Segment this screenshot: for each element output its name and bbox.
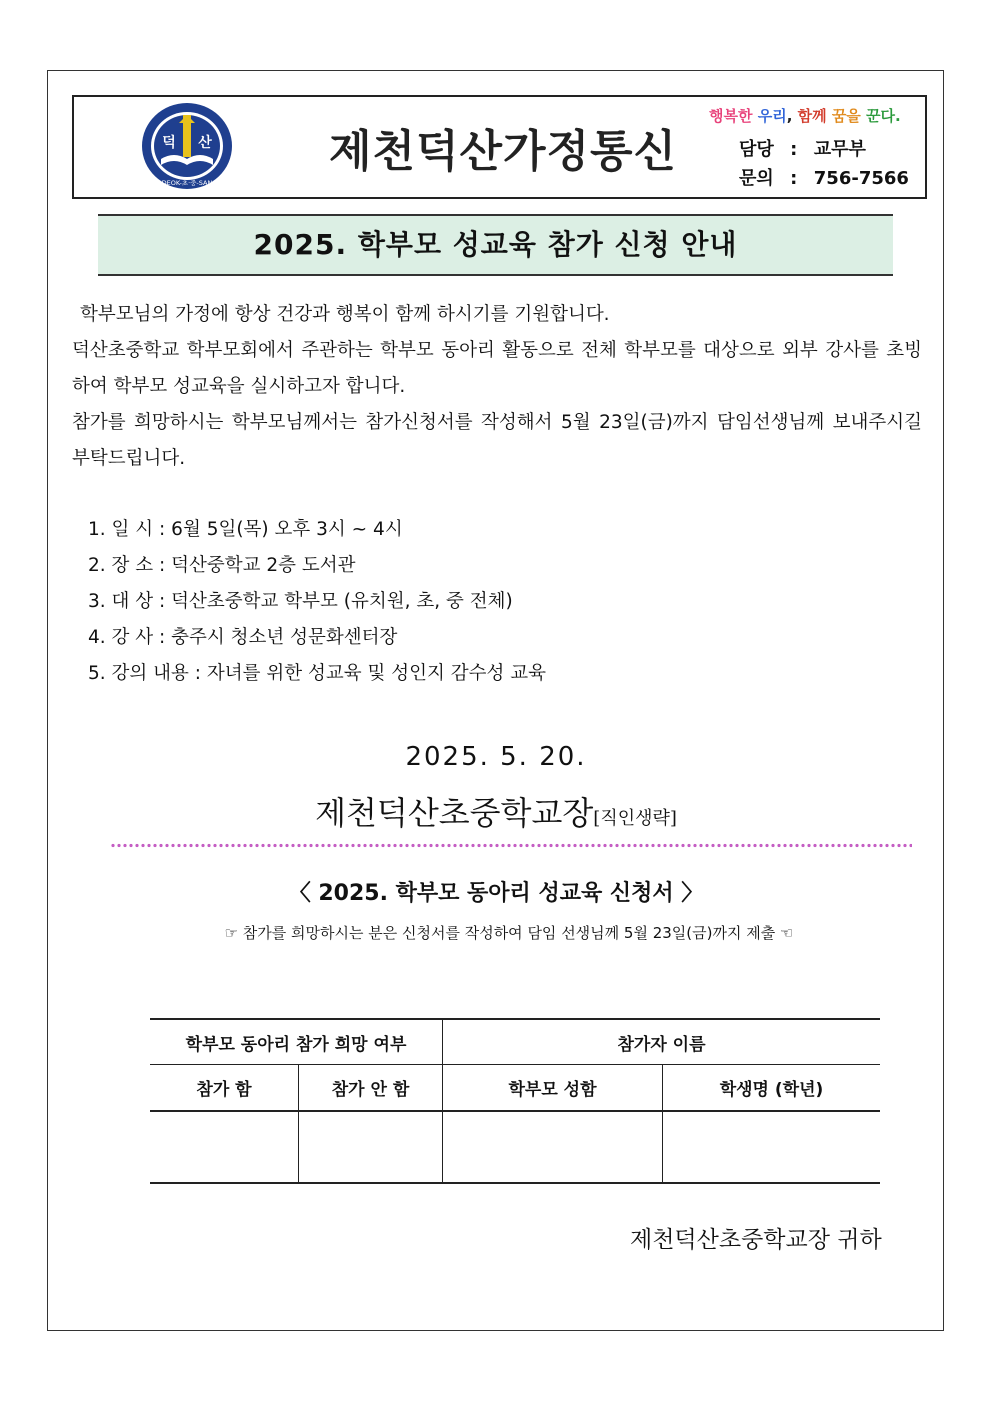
col-participate-no: 참가 안 함 <box>299 1065 443 1112</box>
form-title: 〈 2025. 학부모 동아리 성교육 신청서 〉 <box>288 881 704 906</box>
slogan-part: , <box>786 107 798 125</box>
detail-value: 충주시 청소년 성문화센터장 <box>171 627 398 648</box>
detail-label: 4. 강 사 : <box>88 627 166 648</box>
cell-student-name[interactable] <box>663 1111 881 1183</box>
charge-label: 담당 <box>739 139 774 160</box>
contact-inquiry-row <box>739 164 909 193</box>
detail-value: 자녀를 위한 성교육 및 성인지 감수성 교육 <box>206 663 546 684</box>
newsletter-title: 제천덕산가정통신 <box>329 126 678 177</box>
contact-charge-row <box>739 135 909 164</box>
col-student-name: 학생명 (학년) <box>663 1065 881 1112</box>
inquiry-separator: : <box>790 168 798 189</box>
detail-label: 3. 대 상 : <box>88 591 166 612</box>
table-subheader-row <box>150 1065 880 1112</box>
form-instruction: ☞ 참가를 희망하시는 분은 신청서를 작성하여 담임 선생님께 5월 23일(금)까지 제출 ☜ <box>224 924 794 942</box>
detail-label: 5. 강의 내용 : <box>88 663 202 684</box>
notice-title: 2025. 학부모 성교육 참가 신청 안내 <box>253 228 738 261</box>
col-parent-name: 학부모 성함 <box>443 1065 663 1112</box>
slogan-part: 함께 <box>797 107 827 125</box>
cell-participate-no[interactable] <box>299 1111 443 1183</box>
cut-line-divider <box>110 843 912 848</box>
inquiry-value: 756-7566 <box>813 168 909 189</box>
participation-group-header: 학부모 동아리 참가 희망 여부 <box>150 1019 443 1065</box>
notice-body <box>72 297 922 477</box>
school-logo <box>139 101 235 191</box>
participant-name-group-header: 참가자 이름 <box>443 1019 881 1065</box>
table-row <box>150 1111 880 1183</box>
newsletter-header <box>72 95 927 199</box>
detail-value: 덕산중학교 2층 도서관 <box>171 555 356 576</box>
detail-value: 6월 5일(목) 오후 3시 ~ 4시 <box>171 519 403 540</box>
slogan-part: 꿈을 <box>826 107 861 125</box>
cell-participate-yes[interactable] <box>150 1111 299 1183</box>
inquiry-label: 문의 <box>739 168 774 189</box>
detail-row <box>88 512 546 548</box>
principal-signature <box>0 788 992 834</box>
detail-row <box>88 548 546 584</box>
logo-ring-text: DEOK-초·중-SAN <box>161 179 213 187</box>
seal-note: [직인생략] <box>593 808 677 829</box>
contact-info <box>739 135 909 193</box>
form-closing: 제천덕산초중학교장 귀하 <box>630 1227 882 1253</box>
detail-row <box>88 584 546 620</box>
col-participate-yes: 참가 함 <box>150 1065 299 1112</box>
issue-date: 2025. 5. 20. <box>405 742 587 772</box>
logo-char-right: 산 <box>198 135 212 151</box>
greeting: 학부모님의 가정에 항상 건강과 행복이 함께 하시기를 기원합니다. <box>80 304 610 325</box>
detail-value: 덕산초중학교 학부모 (유치원, 초, 중 전체) <box>171 591 513 612</box>
slogan-part: 꾼다. <box>860 107 901 125</box>
detail-row <box>88 656 546 692</box>
principal-name: 제천덕산초중학교장 <box>315 794 594 832</box>
detail-label: 1. 일 시 : <box>88 519 166 540</box>
body-paragraph-1: 덕산초중학교 학부모회에서 주관하는 학부모 동아리 활동으로 전체 학부모를 대상으로 외부 강사를 초빙하여 학부모 성교육을 실시하고자 합니다. <box>72 340 922 397</box>
table-header-row <box>150 1019 880 1065</box>
notice-title-bar <box>98 214 893 276</box>
slogan <box>709 105 901 126</box>
application-table <box>150 1018 880 1184</box>
slogan-part: 우리 <box>752 107 787 125</box>
logo-char-left: 덕 <box>162 135 176 151</box>
detail-row <box>88 620 546 656</box>
body-paragraph-2: 참가를 희망하시는 학부모님께서는 참가신청서를 작성해서 5월 23일(금)까지 담임선생님께 보내주시길 부탁드립니다. <box>72 412 922 469</box>
slogan-part: 행복한 <box>709 107 753 125</box>
cell-parent-name[interactable] <box>443 1111 663 1183</box>
charge-separator: : <box>790 139 798 160</box>
charge-value: 교무부 <box>813 139 866 160</box>
event-details <box>88 512 546 692</box>
detail-label: 2. 장 소 : <box>88 555 166 576</box>
